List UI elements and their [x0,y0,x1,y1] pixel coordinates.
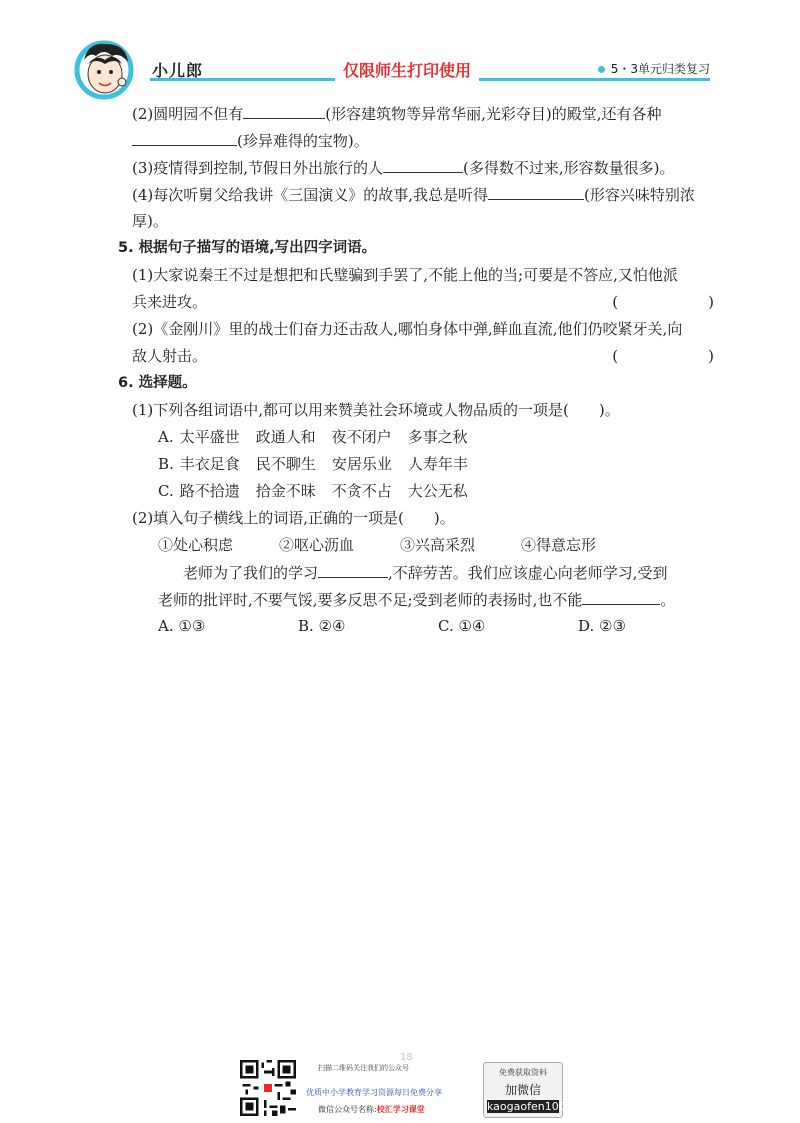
q4-item-2-line-1: (2)圆明园不但有 (形容建筑物等异常华丽,光彩夺目)的殿堂,还有各种 [118,100,720,127]
option-b[interactable]: B. 丰衣足食 民不聊生 安居乐业 人寿年丰 [158,455,468,473]
qr-code-icon[interactable] [240,1060,296,1116]
page-header [0,0,800,100]
q4-item-4-line-2: 厚)。 [132,212,168,230]
wx-line-2: 加微信 [504,1083,541,1097]
option-c[interactable]: C. 路不拾遗 拾金不昧 不贪不占 大公无私 [158,482,468,500]
q5-item-2-line-1: (2)《金刚川》里的战士们奋力还击敌人,哪怕身体中弹,鲜血直流,他们仍咬紧牙关,向 [132,320,683,338]
section-label: 5・3单元归类复习 [592,60,710,77]
wx-id: kaogaofen100 [487,1100,566,1113]
worksheet-content [118,100,720,640]
answer-parentheses[interactable]: ( ) [612,293,714,311]
q6-item-2-choices [118,613,720,640]
header-banner [150,58,710,80]
account-line: 微信公众号名称:校汇学习课堂 [318,1105,425,1114]
page-number: 18 [400,1052,413,1063]
q5-item-1-line-2: 兵来进攻。 ( ) [118,289,720,316]
q5-item-1-line-1: (1)大家说秦王不过是想把和氏璧骗到手罢了,不能上他的当;可要是不答应,又怕他派 [132,266,678,284]
choice-c[interactable]: C. ①④ [438,617,486,635]
share-text: 优质中小学教育学习资源每日免费分享 [306,1088,442,1097]
wx-line-1: 免费获取资料 [499,1068,547,1077]
q6-passage-line-2: 老师的批评时,不要气馁,要多反思不足;受到老师的表扬时,也不能 。 [118,586,720,613]
scan-hint: 扫描二维码关注我们的公众号 [318,1064,409,1072]
boy-mascot-icon [74,38,144,104]
q5-item-2-line-2: 敌人射击。 ( ) [118,343,720,370]
answer-parentheses[interactable]: ( ) [612,347,714,365]
q6-passage-line-1: 老师为了我们的学习 ,不辞劳苦。我们应该虚心向老师学习,受到 [118,559,720,586]
question-6-heading: 6. 选择题。 [118,375,197,391]
dot-icon [598,66,605,73]
q4-item-4-line-1: (4)每次听舅父给我讲《三国演义》的故事,我总是听得 (形容兴味特别浓 [118,181,720,208]
answer-blank[interactable] [488,181,584,200]
choice-a[interactable]: A. ①③ [158,617,206,635]
brand-name: 小儿郎 [152,61,204,80]
q6-item-2-stem: (2)填入句子横线上的词语,正确的一项是( )。 [132,509,455,527]
q4-item-3: (3)疫情得到控制,节假日外出旅行的人 (多得数不过来,形容数量很多)。 [118,154,720,181]
option-a[interactable]: A. 太平盛世 政通人和 夜不闭户 多事之秋 [158,428,468,446]
answer-blank[interactable] [318,559,388,578]
q6-item-1-stem: (1)下列各组词语中,都可以用来赞美社会环境或人物品质的一项是( )。 [132,401,620,419]
banner-title: 仅限师生打印使用 [335,58,479,81]
word-options: ①处心积虑 ②呕心沥血 ③兴高采烈 ④得意忘形 [158,536,597,554]
answer-blank[interactable] [243,100,325,119]
question-5-heading: 5. 根据句子描写的语境,写出四字词语。 [118,240,377,256]
answer-blank[interactable] [383,154,463,173]
wechat-box [483,1062,566,1118]
choice-b[interactable]: B. ②④ [298,617,346,635]
choice-d[interactable]: D. ②③ [578,617,626,635]
answer-blank[interactable] [582,586,660,605]
page-footer [240,1052,570,1118]
q4-item-2-line-2: (珍异难得的宝物)。 [118,127,720,154]
answer-blank[interactable] [132,127,237,146]
